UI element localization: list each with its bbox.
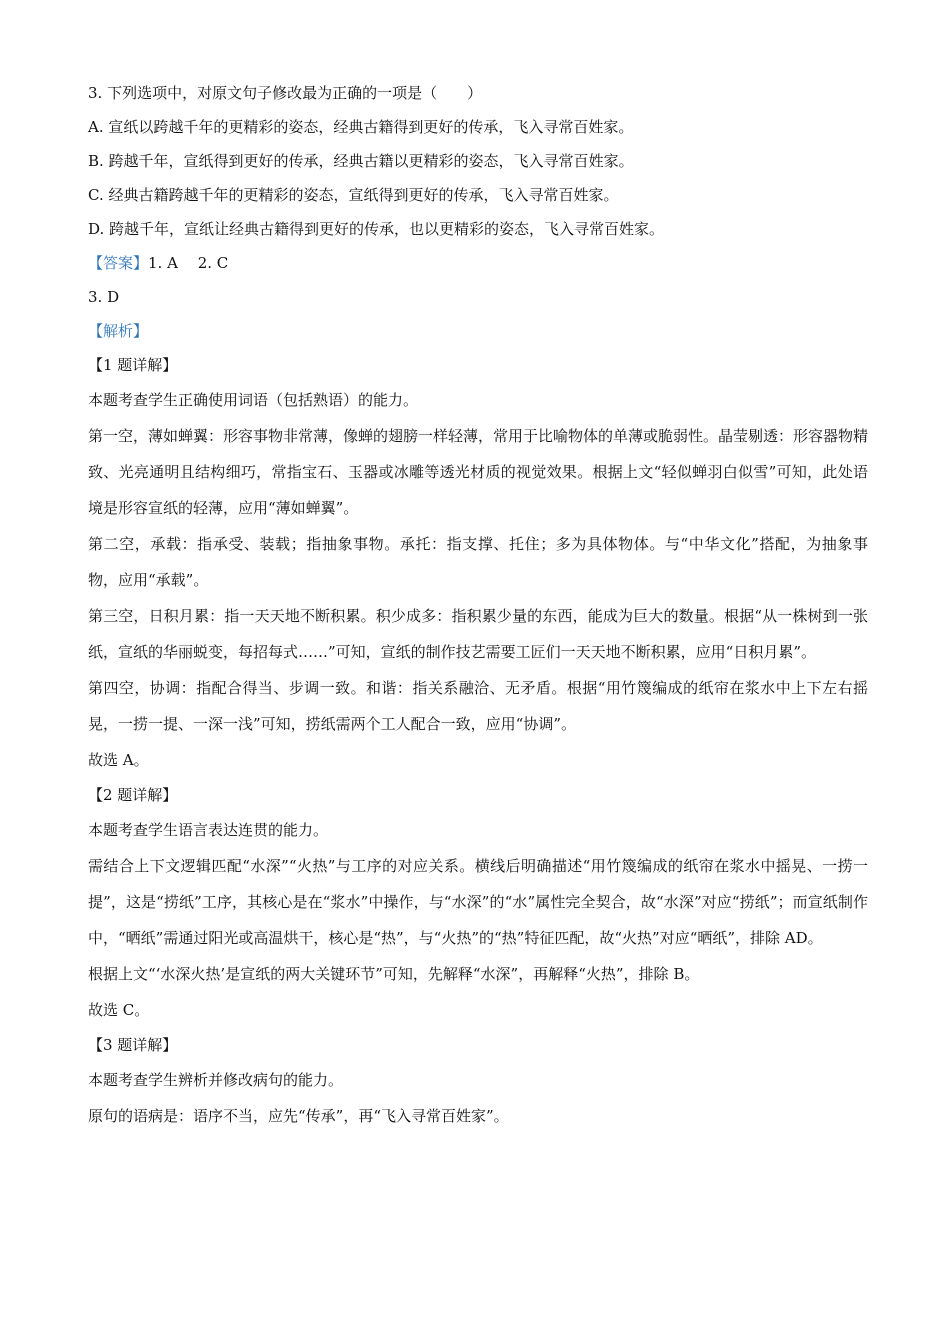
q2-paragraph: 本题考查学生语言表达连贯的能力。 [88,821,329,839]
q1-paragraph: 第四空，协调：指配合得当、步调一致。和谐：指关系融洽、无矛盾。根据“用竹篾编成的纸帘在浆水中上下左右摇晃，一捞一提、一深一浅”可知，捞纸需两个工人配合一致，应用“协调”。 [88,679,868,733]
question-stem: 3. 下列选项中，对原文句子修改最为正确的一项是（ ） [88,84,483,102]
q3-heading: 【3 题详解】 [88,1036,178,1054]
document-body [88,76,868,1134]
q1-paragraph: 第一空，薄如蝉翼：形容事物非常薄，像蝉的翅膀一样轻薄，常用于比喻物体的单薄或脆弱性。晶莹剔透：形容器物精致、光亮通明且结构细巧，常指宝石、玉器或冰雕等透光材质的视觉效果。根据上文“轻似蝉羽白似雪”可知，此处语境是形容宣纸的轻薄，应用“薄如蝉翼”。 [88,427,869,517]
answer-values: 1. A 2. C [148,254,229,272]
answer-line-2: 3. D [88,288,120,306]
q1-heading: 【1 题详解】 [88,356,178,374]
option-a: A. 宣纸以跨越千年的更精彩的姿态，经典古籍得到更好的传承，飞入寻常百姓家。 [88,118,634,136]
q2-conclusion: 故选 C。 [88,1001,150,1019]
q1-paragraph: 第二空，承载：指承受、装载；指抽象事物。承托：指支撑、托住；多为具体物体。与“中华文化”搭配，为抽象事物，应用“承载”。 [88,535,868,589]
q3-paragraph: 本题考查学生辨析并修改病句的能力。 [88,1071,344,1089]
q1-conclusion: 故选 A。 [88,751,149,769]
option-d: D. 跨越千年，宣纸让经典古籍得到更好的传承，也以更精彩的姿态，飞入寻常百姓家。 [88,220,665,238]
option-b: B. 跨越千年，宣纸得到更好的传承，经典古籍以更精彩的姿态，飞入寻常百姓家。 [88,152,634,170]
answer-tag: 【答案】 [88,254,149,272]
option-c: C. 经典古籍跨越千年的更精彩的姿态，宣纸得到更好的传承，飞入寻常百姓家。 [88,186,619,204]
q1-paragraph: 第三空，日积月累：指一天天地不断积累。积少成多：指积累少量的东西，能成为巨大的数量。根据“从一株树到一张纸，宣纸的华丽蜕变，每招每式……”可知，宣纸的制作技艺需要工匠们一天天地不断积累，应用“日积月累”。 [88,607,868,661]
q2-paragraph: 需结合上下文逻辑匹配“水深”“火热”与工序的对应关系。横线后明确描述“用竹篾编成的纸帘在浆水中摇晃、一捞一提”，这是“捞纸”工序，其核心是在“浆水”中操作，与“水深”的“水”属性完全契合，故“水深”对应“捞纸”；而宣纸制作中，“晒纸”需通过阳光或高温烘干，核心是“热”，与“火热”的“热”特征匹配，故“火热”对应“晒纸”，排除 AD。 [88,857,868,947]
answer-line [88,246,868,280]
q1-paragraph: 本题考查学生正确使用词语（包括熟语）的能力。 [88,391,419,409]
analysis-tag: 【解析】 [88,322,149,340]
q2-heading: 【2 题详解】 [88,786,178,804]
q3-paragraph: 原句的语病是：语序不当，应先“传承”，再“飞入寻常百姓家”。 [88,1107,509,1125]
q2-paragraph: 根据上文“‘水深火热’是宣纸的两大关键环节”可知，先解释“水深”，再解释“火热”，排除 B。 [88,965,700,983]
